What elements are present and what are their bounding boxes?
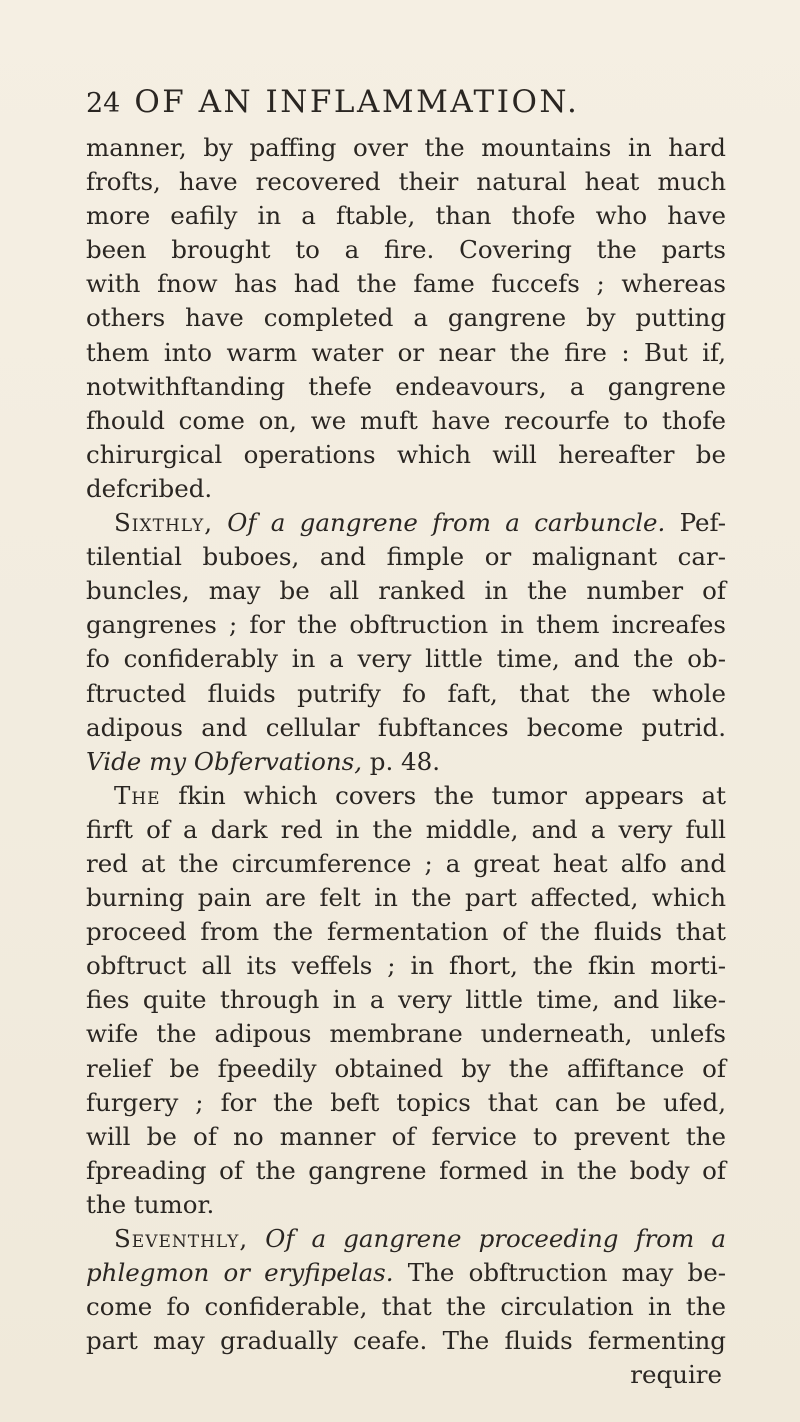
text-line: red at the circumference ; a great heat alfo and <box>86 848 726 878</box>
body-text <box>86 131 726 1392</box>
vide-reference <box>86 745 726 779</box>
text-line: with fnow has had the fame fuccefs ; whereas <box>86 269 726 299</box>
seventhly-second-line <box>86 1256 726 1290</box>
catchword: require <box>630 1360 722 1390</box>
text-line: wife the adipous membrane underneath, unlefs <box>86 1019 726 1049</box>
seventhly-title-1: Of a gangrene proceeding from a <box>265 1224 726 1253</box>
text-line: more eafily in a ftable, than thofe who have <box>86 201 726 231</box>
sixthly-after-title: Pef- <box>679 508 726 538</box>
seventhly-after-title: The obftruction may be- <box>407 1258 726 1288</box>
page-header <box>86 84 726 124</box>
sixthly-lead: Sixthly, <box>114 508 213 538</box>
text-line: furgery ; for the beft topics that can be ufed, <box>86 1087 726 1117</box>
vide-title: Vide my Obfervations, <box>86 746 362 776</box>
seventhly-lead: Seventhly, <box>114 1224 249 1253</box>
sixthly-heading-line <box>86 506 726 540</box>
text-line: proceed from the fermentation of the fluids that <box>86 917 726 947</box>
text-line: the tumor. <box>86 1189 215 1219</box>
text-line: come fo confiderable, that the circulation in the <box>86 1292 726 1322</box>
vide-page: p. 48. <box>369 746 441 776</box>
text-line: manner, by paffing over the mountains in hard <box>86 133 726 162</box>
text-line: adipous and cellular fubftances become putrid. <box>86 712 726 742</box>
text-line: been brought to a fire. Covering the parts <box>86 235 726 265</box>
text-line: part may gradually ceafe. The fluids fermenting <box>86 1326 726 1356</box>
text-line: burning pain are felt in the part affected, which <box>86 883 726 913</box>
skin-heading-line <box>86 779 726 813</box>
text-line: fpreading of the gangrene formed in the body of <box>86 1155 726 1185</box>
running-head: OF AN INFLAMMATION. <box>134 84 580 120</box>
skin-lead: The <box>114 780 161 810</box>
text-line: notwithftanding thefe endeavours, a gangrene <box>86 371 726 401</box>
seventhly-heading-line <box>86 1222 726 1256</box>
text-line: tilential buboes, and fimple or malignant car- <box>86 542 726 572</box>
text-line: them into warm water or near the fire : But if, <box>86 337 726 367</box>
text-line: defcribed. <box>86 473 213 503</box>
text-line: fies quite through in a very little time, and like- <box>86 985 726 1015</box>
text-line: ftructed fluids putrify fo faft, that the whole <box>86 678 726 708</box>
text-line: fo confiderably in a very little time, and the ob- <box>86 644 726 674</box>
text-line: obftruct all its veffels ; in fhort, the fkin morti- <box>86 951 726 981</box>
page-number: 24 <box>86 88 121 119</box>
text-line: fhould come on, we muft have recourfe to thofe <box>86 405 726 435</box>
text-line: gangrenes ; for the obftruction in them increafes <box>86 610 726 640</box>
skin-first-line: fkin which covers the tumor appears at <box>178 780 726 810</box>
text-line: others have completed a gangrene by putting <box>86 303 726 333</box>
text-line: relief be fpeedily obtained by the affiftance of <box>86 1053 726 1083</box>
text-line: frofts, have recovered their natural heat much <box>86 167 726 197</box>
text-line: buncles, may be all ranked in the number of <box>86 576 726 606</box>
text-line: firft of a dark red in the middle, and a very full <box>86 814 726 844</box>
seventhly-title-2: phlegmon or eryfipelas. <box>86 1258 394 1288</box>
sixthly-title: Of a gangrene from a carbuncle. <box>227 508 666 538</box>
text-line: chirurgical operations which will hereafter be <box>86 439 726 469</box>
text-line: will be of no manner of fervice to prevent the <box>86 1121 726 1151</box>
